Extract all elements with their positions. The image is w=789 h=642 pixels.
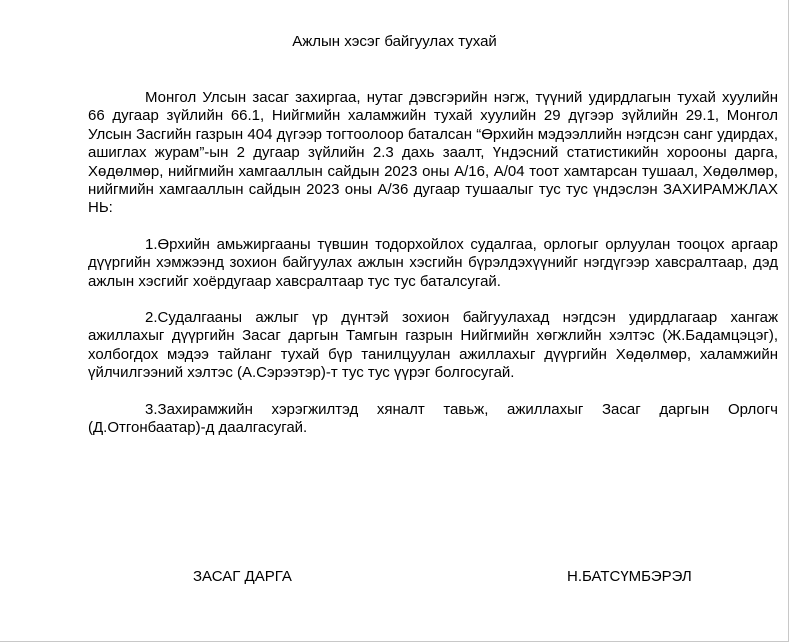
order-item-1: 1.Өрхийн амьжиргааны түвшин тодорхойлох судалгаа, орлогыг орлуулан тооцох аргаар дүүргийн хэмжээнд зохион байгуулах ажлын хэсгийн бүрэлдэхүүнийг нэгдүгээр хавсралтаар, дэд ажлын хэсгийг хоёрдугаар хавсралтаар тус тус баталсугай. — [88, 235, 778, 290]
signatory-position: ЗАСАГ ДАРГА — [193, 568, 292, 585]
document-title: Ажлын хэсэг байгуулах тухай — [292, 33, 497, 50]
signatory-name: Н.БАТСҮМБЭРЭЛ — [567, 568, 692, 585]
order-item-3: 3.Захирамжийн хэрэгжилтэд хяналт тавьж, ажиллахыг Засаг даргын Орлогч (Д.Отгонбаатар)-д даалгасугай. — [88, 400, 778, 437]
document-body — [88, 89, 778, 456]
order-item-2: 2.Судалгааны ажлыг үр дүнтэй зохион байгуулахад нэгдсэн удирдлагаар хангаж ажиллахыг дүүргийн Засаг даргын Тамгын газрын Нийгмийн хөгжлийн хэлтэс (Ж.Бадамцэцэг), холбогдох мэдээ тайланг тухай бүр танилцуулан ажиллахыг дүүргийн Хөдөлмөр, халамжийн үйлчилгээний хэлтэс (А.Сэрээтэр)-т тус тус үүрэг болгосугай. — [88, 309, 778, 382]
preamble-paragraph: Монгол Улсын засаг захиргаа, нутаг дэвсгэрийн нэгж, түүний удирдлагын тухай хуулийн 66 дугаар зүйлийн 66.1, Нийгмийн халамжийн тухай хуулийн 29 дүгээр зүйлийн 29.1, Монгол Улсын Засгийн газрын 404 дүгээр тогтоолоор баталсан “Өрхийн мэдээллийн нэгдсэн санг удирдах, ашиглах журам”-ын 2 дугаар зүйлийн 2.3 дахь заалт, Үндэсний статистикийн хорооны дарга, Хөдөлмөр, нийгмийн хамгааллын сайдын 2023 оны А/16, А/04 тоот хамтарсан тушаал, Хөдөлмөр, нийгмийн хамгааллын сайдын 2023 оны А/36 дугаар тушаалыг тус тус үндэслэн ЗАХИРАМЖЛАХ НЬ: — [88, 89, 778, 217]
